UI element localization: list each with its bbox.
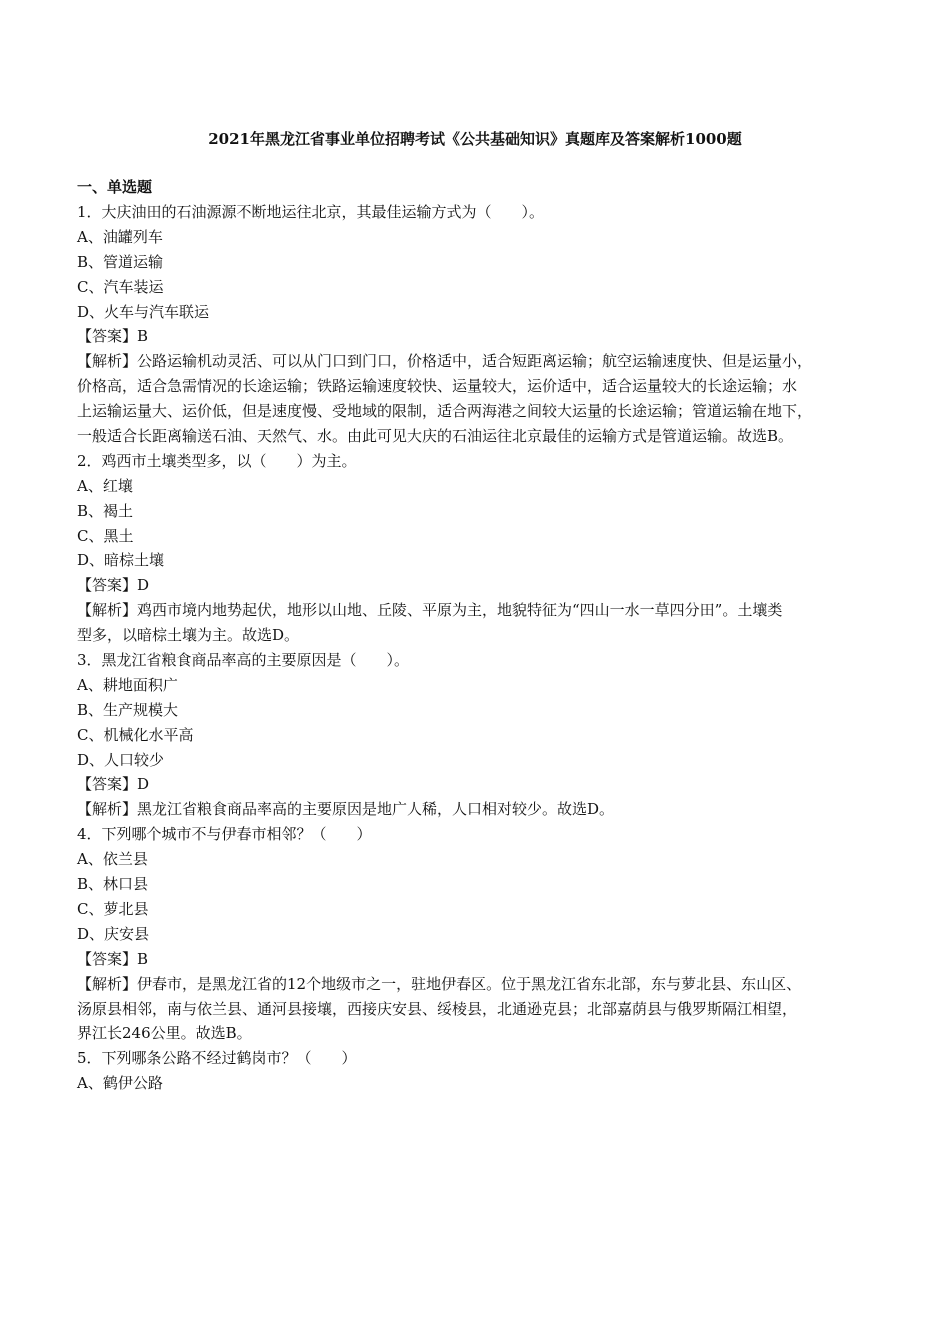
answer-option: C、机械化水平高 [77, 725, 194, 744]
answer-option: A、油罐列车 [77, 227, 163, 246]
answer-key: 【答案】B [77, 327, 149, 346]
answer-key: 【答案】B [77, 949, 149, 968]
answer-option: D、人口较少 [77, 750, 165, 769]
answer-option: D、庆安县 [77, 924, 150, 943]
question-stem: 2．鸡西市土壤类型多，以（ ）为主。 [77, 451, 357, 470]
section-heading: 一、单选题 [77, 178, 153, 196]
explanation-line: 上运输运量大、运价低，但是速度慢、受地域的限制，适合两海港之间较大运量的长途运输；管道运输在地下， [77, 402, 813, 421]
explanation-line: 【解析】鸡西市境内地势起伏，地形以山地、丘陵、平原为主，地貌特征为“四山一水一草四分田”。土壤类 [77, 601, 783, 620]
answer-option: B、生产规模大 [77, 700, 179, 719]
answer-option: C、汽车装运 [77, 277, 164, 296]
answer-option: C、黑土 [77, 526, 134, 545]
question-stem: 1．大庆油田的石油源源不断地运往北京，其最佳运输方式为（ ）。 [77, 203, 545, 221]
answer-option: B、林口县 [77, 875, 149, 894]
explanation-line: 【解析】伊春市，是黑龙江省的12个地级市之一，驻地伊春区。位于黑龙江省东北部，东与萝北县、东山区、 [77, 974, 802, 993]
question-stem: 4．下列哪个城市不与伊春市相邻？（ ） [77, 825, 372, 844]
explanation-line: 界江长246公里。故选B。 [77, 1024, 252, 1043]
answer-option: A、红壤 [77, 476, 133, 495]
question-list [77, 200, 877, 1096]
answer-option: D、暗棕土壤 [77, 551, 165, 570]
explanation-line: 价格高，适合急需情况的长途运输；铁路运输速度较快、运量较大，运价适中，适合运量较大的长途运输；水 [77, 377, 798, 396]
explanation-line: 【解析】公路运输机动灵活、可以从门口到门口，价格适中，适合短距离运输；航空运输速度快、但是运量小， [77, 352, 813, 371]
answer-option: C、萝北县 [77, 899, 149, 918]
explanation-line: 【解析】黑龙江省粮食商品率高的主要原因是地广人稀，人口相对较少。故选D。 [77, 800, 615, 819]
document-title: 2021年黑龙江省事业单位招聘考试《公共基础知识》真题库及答案解析1000题 [208, 130, 742, 148]
answer-option: A、耕地面积广 [77, 675, 178, 694]
question-stem: 5．下列哪条公路不经过鹤岗市？（ ） [77, 1049, 357, 1068]
explanation-line: 型多，以暗棕土壤为主。故选D。 [77, 626, 300, 645]
explanation-line: 一般适合长距离输送石油、天然气、水。由此可见大庆的石油运往北京最佳的运输方式是管道运输。故选B。 [77, 427, 794, 446]
answer-option: D、火车与汽车联运 [77, 302, 210, 321]
explanation-line: 汤原县相邻，南与依兰县、通河县接壤，西接庆安县、绥棱县，北通逊克县；北部嘉荫县与俄罗斯隔江相望， [77, 999, 798, 1018]
answer-option: B、管道运输 [77, 252, 164, 271]
answer-option: A、依兰县 [77, 850, 148, 869]
answer-key: 【答案】D [77, 775, 150, 794]
question-stem: 3．黑龙江省粮食商品率高的主要原因是（ ）。 [77, 651, 410, 670]
answer-option: B、褐土 [77, 501, 134, 520]
answer-option: A、鹤伊公路 [77, 1074, 163, 1093]
answer-key: 【答案】D [77, 576, 150, 595]
